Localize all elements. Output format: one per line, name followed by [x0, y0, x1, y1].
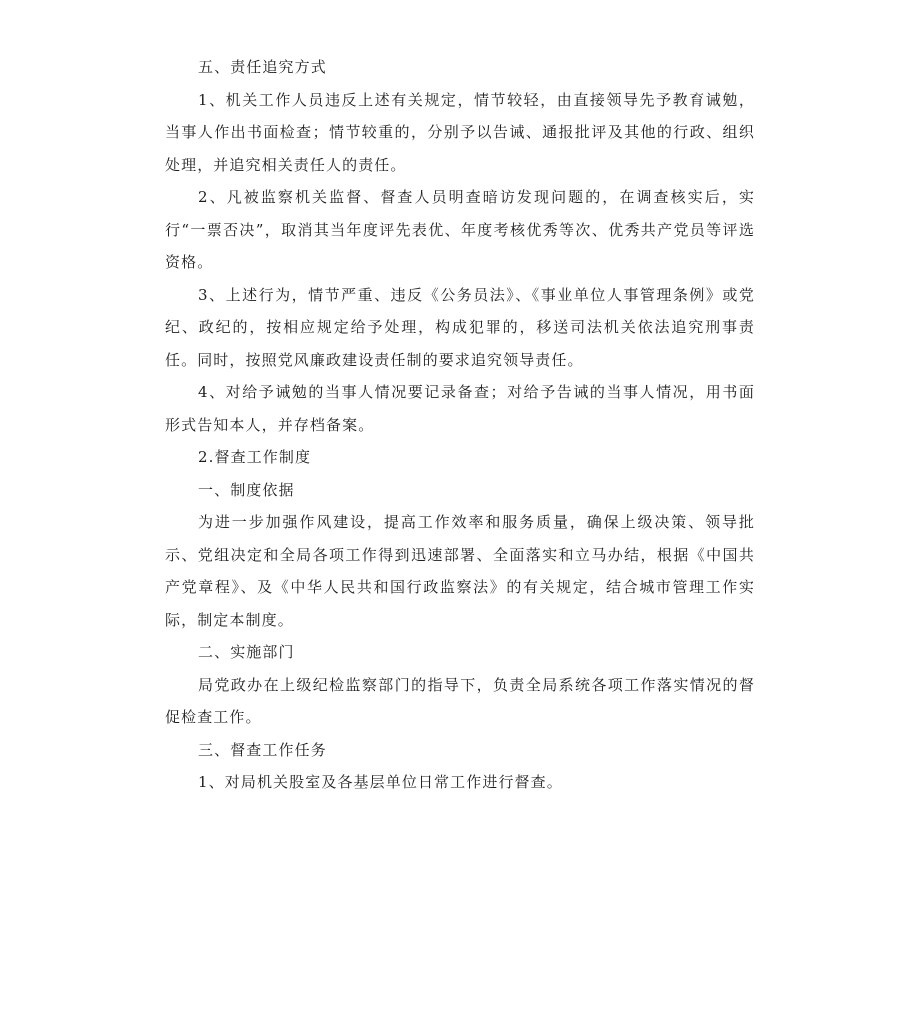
document-body	[165, 51, 755, 799]
section-heading-basis: 一、制度依据	[198, 480, 295, 499]
section-heading-accountability: 五、责任追究方式	[198, 58, 327, 76]
paragraph-task-1: 1、对局机关股室及各基层单位日常工作进行督查。	[198, 773, 563, 791]
paragraph-item-3: 3、上述行为，情节严重、违反《公务员法》、《事业单位人事管理条例》或党纪、政纪的，按相应规定给予处理，构成犯罪的，移送司法机关依法追究刑事责任。同时，按照党风廉政建设责任制的要求追究领导责任。	[165, 285, 755, 369]
paragraph-item-2: 2、凡被监察机关监督、督查人员明查暗访发现问题的，在调查核实后，实行“一票否决”，取消其当年度评先表优、年度考核优秀等次、优秀共产党员等评选资格。	[165, 188, 755, 271]
section-heading-department: 二、实施部门	[198, 643, 295, 661]
paragraph-department: 局党政办在上级纪检监察部门的指导下，负责全局系统各项工作落实情况的督促检查工作。	[165, 675, 755, 726]
paragraph-item-4: 4、对给予诫勉的当事人情况要记录备查；对给予告诫的当事人情况，用书面形式告知本人，并存档备案。	[165, 383, 755, 434]
paragraph-basis: 为进一步加强作风建设，提高工作效率和服务质量，确保上级决策、领导批示、党组决定和全局各项工作得到迅速部署、全面落实和立马办结，根据《中国共产党章程》、及《中华人民共和国行政监察法》的有关规定，结合城市管理工作实际，制定本制度。	[165, 513, 755, 629]
paragraph-item-1: 1、机关工作人员违反上述有关规定，情节较轻，由直接领导先予教育诫勉，当事人作出书面检查；情节较重的，分别予以告诫、通报批评及其他的行政、组织处理，并追究相关责任人的责任。	[165, 90, 755, 174]
section-heading-tasks: 三、督查工作任务	[198, 740, 327, 759]
document-title-supervision: 2.督查工作制度	[198, 448, 312, 466]
